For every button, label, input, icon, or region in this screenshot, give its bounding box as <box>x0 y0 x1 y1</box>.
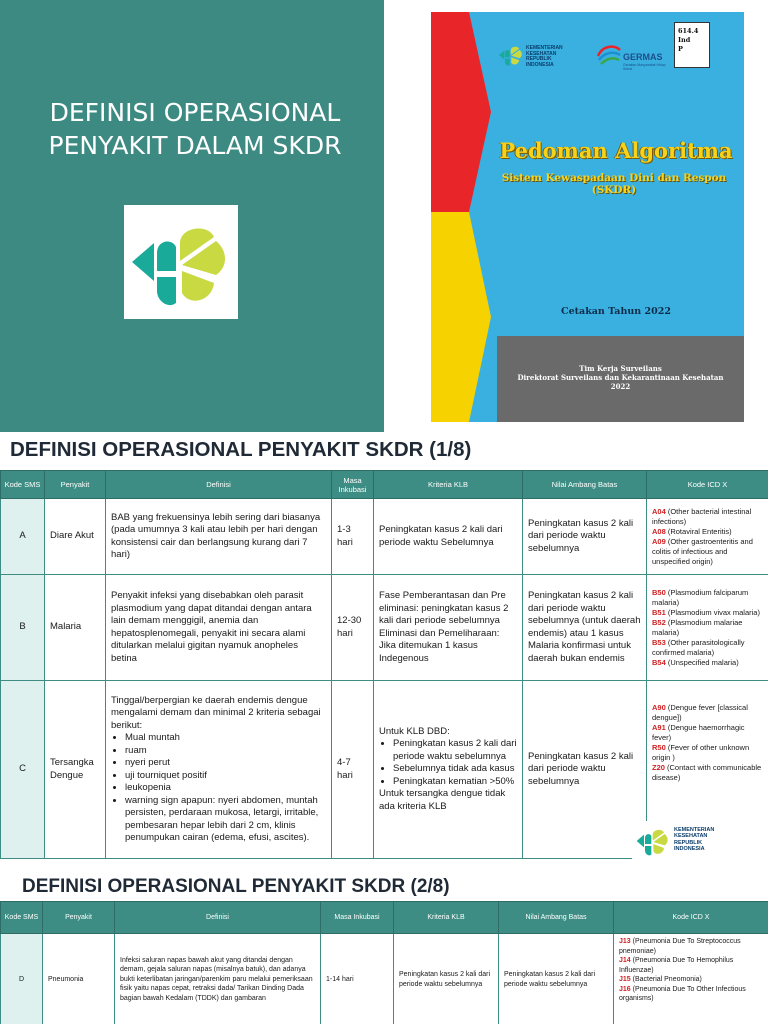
icd-code: B52 <box>652 617 666 627</box>
kemkes-line: INDONESIA <box>526 61 554 68</box>
masa-cell: 1-3 hari <box>332 499 374 575</box>
definisi-cell: Penyakit infeksi yang disebabkan oleh parasit plasmodium yang dapat ditandai dengan antara lain demam menggigil, anemia dan hepatosplenomegali, penyakit ini secara alami ditularkan melalui gigitan nyamuk anopheles betina <box>106 575 332 681</box>
icd-code: J16 <box>619 985 631 993</box>
slide-heading: DEFINISI OPERASIONAL PENYAKIT SKDR (2/8) <box>22 876 450 897</box>
icd-desc: (Plasmodium malariae malaria) <box>652 617 743 637</box>
definisi-cell: BAB yang frekuensinya lebih sering dari biasanya (pada umumnya 3 kali atau lebih per hari dengan konsistensi cair dan berlangsung kurang dari 7 hari) <box>106 499 332 575</box>
icd-code: A08 <box>652 526 666 536</box>
icd-entry <box>652 743 763 763</box>
icd-entry <box>619 937 763 956</box>
list-item: • ruam <box>125 745 326 758</box>
title-slide <box>0 0 768 432</box>
kriteria-cell <box>374 681 523 859</box>
icd-entry <box>652 723 763 743</box>
header-cell: Kode ICD X <box>647 471 768 499</box>
icd-desc: (Other parasitologically confirmed malaria) <box>652 637 745 657</box>
kode-cell: C <box>1 681 45 859</box>
kemkes-footer-logo-icon <box>634 822 672 860</box>
book-cover <box>431 12 744 422</box>
ambang-cell: Peningkatan kasus 2 kali dari periode waktu sebelumnya <box>499 934 614 1024</box>
kriteria-intro: Untuk KLB DBD: <box>379 725 450 737</box>
team-line: 2022 <box>610 382 631 391</box>
definition-table <box>0 901 768 1024</box>
list-item: • leukopenia <box>125 782 326 795</box>
kemkes-line: KEMENTERIAN <box>674 827 715 833</box>
header-cell: Penyakit <box>43 902 115 934</box>
table-row <box>1 499 768 575</box>
definisi-cell <box>106 681 332 859</box>
icd-code: B50 <box>652 587 666 597</box>
slide-title-line: PENYAKIT DALAM SKDR <box>48 131 342 160</box>
kriteria-cell: Peningkatan kasus 2 kali dari periode waktu Sebelumnya <box>374 499 523 575</box>
kemkes-line: INDONESIA <box>674 845 705 852</box>
penyakit-cell: Tersangka Dengue <box>45 681 106 859</box>
icd-code: B53 <box>652 637 666 647</box>
header-cell: Kode SMS <box>1 471 45 499</box>
icd-cell <box>647 575 768 681</box>
header-cell: Masa Inkubasi <box>332 471 374 499</box>
header-cell: Nilai Ambang Batas <box>499 902 614 934</box>
germas-sublabel: Gerakan Masyarakat Hidup Sehat <box>623 63 666 71</box>
table-header-row <box>1 902 768 934</box>
icd-desc: (Pneumonia Due To Other Infectious organisms) <box>619 985 746 1002</box>
team-line: Direktorat Surveilans dan Kekarantinaan Kesehatan <box>517 373 724 382</box>
header-cell: Definisi <box>115 902 321 934</box>
call-number-line: P <box>678 45 683 53</box>
icd-entry <box>652 763 763 783</box>
icd-entry <box>619 956 763 975</box>
icd-entry <box>652 537 763 567</box>
header-cell: Masa Inkubasi <box>321 902 394 934</box>
icd-code: A04 <box>652 506 666 516</box>
icd-desc: (Other bacterial intestinal infections) <box>652 506 752 526</box>
call-number-line: Ind <box>678 36 691 44</box>
team-line: Tim Kerja Surveilans <box>579 364 662 373</box>
icd-desc: (Other gastroenteritis and colitis of infectious and unspecified origin) <box>652 536 753 566</box>
germas-label: GERMAS <box>623 52 663 62</box>
kriteria-cell: Fase Pemberantasan dan Pre eliminasi: peningkatan kasus 2 kali dari periode sebelumnya Eliminasi dan Pemeliharaan: Jika ditemukan 1 kasus Indegenous <box>374 575 523 681</box>
kemkes-line: KEMENTERIAN <box>526 45 563 51</box>
icd-code: J15 <box>619 976 631 983</box>
kemkes-line: REPUBLIK <box>674 839 703 846</box>
table-row <box>1 575 768 681</box>
icd-entry <box>652 638 763 658</box>
kemkes-logo-icon <box>124 205 238 319</box>
kriteria-outro: Untuk tersangka dengue tidak ada kriteria KLB <box>379 788 506 812</box>
kode-cell: D <box>1 934 43 1024</box>
icd-desc: (Contact with communicable disease) <box>652 763 762 782</box>
icd-desc: (Pneumonia Due To Streptococcus pnemoniae) <box>619 938 741 955</box>
call-number-line: 614.4 <box>678 27 699 35</box>
kemkes-footer-logo <box>632 821 768 861</box>
kemkes-line: KESEHATAN <box>526 50 557 57</box>
ambang-cell: Peningkatan kasus 2 kali dari periode waktu sebelumnya <box>523 499 647 575</box>
icd-entry <box>652 527 763 537</box>
icd-desc: (Rotaviral Enteritis) <box>665 526 732 536</box>
list-item: • uji tourniquet positif <box>125 770 326 783</box>
icd-code: B54 <box>652 657 666 667</box>
masa-cell: 4-7 hari <box>332 681 374 859</box>
icd-desc: (Dengue fever [classical dengue]) <box>652 703 748 722</box>
icd-desc: (Fever of other unknown origin ) <box>652 743 750 762</box>
icd-code: R50 <box>652 743 666 752</box>
icd-desc: (Dengue haemorrhagic fever) <box>652 723 745 742</box>
header-cell: Kode SMS <box>1 902 43 934</box>
kemkes-footer-text <box>674 827 714 852</box>
ambang-cell: Peningkatan kasus 2 kali dari periode waktu sebelumnya (untuk daerah endemis) atau 1 kasus Malaria konfirmasi untuk daerah bukan endemis <box>523 575 647 681</box>
icd-entry <box>652 658 763 668</box>
icd-desc: (Unspecified malaria) <box>665 657 739 667</box>
icd-desc: (Plasmodium falciparum malaria) <box>652 587 749 607</box>
penyakit-cell: Malaria <box>45 575 106 681</box>
icd-entry <box>619 985 763 1004</box>
header-cell: Kriteria KLB <box>374 471 523 499</box>
criteria-list <box>111 732 326 845</box>
icd-entry <box>652 507 763 527</box>
kemkes-line: REPUBLIK <box>526 56 552 63</box>
definition-slide-1 <box>0 432 768 864</box>
kemkes-logo <box>124 205 238 319</box>
icd-desc: (Pneumonia Due To Hemophilus Influenzae) <box>619 957 734 974</box>
icd-entry <box>652 618 763 638</box>
table-row <box>1 934 768 1024</box>
list-item: • Peningkatan kematian >50% <box>393 776 517 789</box>
cover-title: Pedoman Algoritma <box>499 138 733 163</box>
icd-code: J13 <box>619 938 631 945</box>
icd-entry <box>652 703 763 723</box>
penyakit-cell: Pneumonia <box>43 934 115 1024</box>
icd-code: B51 <box>652 607 666 617</box>
cover-print-year: Cetakan Tahun 2022 <box>561 306 671 317</box>
cover-team-info <box>497 364 744 391</box>
list-item: • warning sign apapun: nyeri abdomen, muntah persisten, perdaraan mukosa, letargi, irritable, pembesaran hepar lebih dari 2 cm, klinis penumpukan cairan (edema, efusi, ascites). <box>125 795 326 845</box>
kode-cell: B <box>1 575 45 681</box>
icd-cell <box>647 499 768 575</box>
ambang-cell: Peningkatan kasus 2 kali dari periode waktu sebelumnya <box>523 681 647 859</box>
table-header-row <box>1 471 768 499</box>
header-cell: Definisi <box>106 471 332 499</box>
icd-code: J14 <box>619 957 631 964</box>
icd-entry <box>619 975 763 985</box>
icd-code: A09 <box>652 536 666 546</box>
header-cell: Nilai Ambang Batas <box>523 471 647 499</box>
germas-logo-icon <box>596 42 622 66</box>
icd-code: A90 <box>652 703 666 712</box>
kemkes-mini-logo-icon <box>497 40 525 70</box>
definition-slide-2 <box>0 864 768 1024</box>
slide-title <box>30 96 360 162</box>
slide-title-line: DEFINISI OPERASIONAL <box>49 98 341 127</box>
kriteria-list <box>379 738 517 788</box>
icd-entry <box>652 588 763 608</box>
title-panel <box>0 0 384 432</box>
definition-table <box>0 470 768 859</box>
cover-call-number <box>674 22 710 68</box>
penyakit-cell: Diare Akut <box>45 499 106 575</box>
icd-code: A91 <box>652 723 666 732</box>
list-item: • nyeri perut <box>125 757 326 770</box>
icd-code: Z20 <box>652 763 665 772</box>
kode-cell: A <box>1 499 45 575</box>
icd-entry <box>652 608 763 618</box>
header-cell: Kode ICD X <box>614 902 768 934</box>
kriteria-cell: Peningkatan kasus 2 kali dari periode waktu sebelumnya <box>394 934 499 1024</box>
list-item: • Sebelumnya tidak ada kasus <box>393 763 517 776</box>
masa-cell: 1-14 hari <box>321 934 394 1024</box>
cover-subtitle: Sistem Kewaspadaan Dini dan Respon (SKDR) <box>501 172 727 196</box>
masa-cell: 12-30 hari <box>332 575 374 681</box>
definisi-intro: Tinggal/berpergian ke daerah endemis dengue mengalami demam dan minimal 2 kriteria sebagai berikut: <box>111 694 321 731</box>
slide-heading: DEFINISI OPERASIONAL PENYAKIT SKDR (1/8) <box>10 438 472 461</box>
header-cell: Penyakit <box>45 471 106 499</box>
definisi-cell: Infeksi saluran napas bawah akut yang ditandai dengan demam, gejala saluran napas (misalnya batuk), dan adanya bukti keterlibatan jaringan/parenkim paru melalui pemeriksaan fisik yaitu napas cepat, retraksi dada/ Tarikan Dinding Dada bagian bawah Kedalam (TDDK) dan gambaran <box>115 934 321 1024</box>
list-item: • Peningkatan kasus 2 kali dari periode waktu sebelumnya <box>393 738 517 763</box>
icd-cell <box>614 934 768 1024</box>
header-cell: Kriteria KLB <box>394 902 499 934</box>
kemkes-line: KESEHATAN <box>674 833 708 840</box>
icd-desc: (Plasmodium vivax malaria) <box>665 607 760 617</box>
kemkes-mini-text <box>526 46 586 68</box>
list-item: • Mual muntah <box>125 732 326 745</box>
icd-desc: (Bacterial Pneomonia) <box>630 976 702 983</box>
